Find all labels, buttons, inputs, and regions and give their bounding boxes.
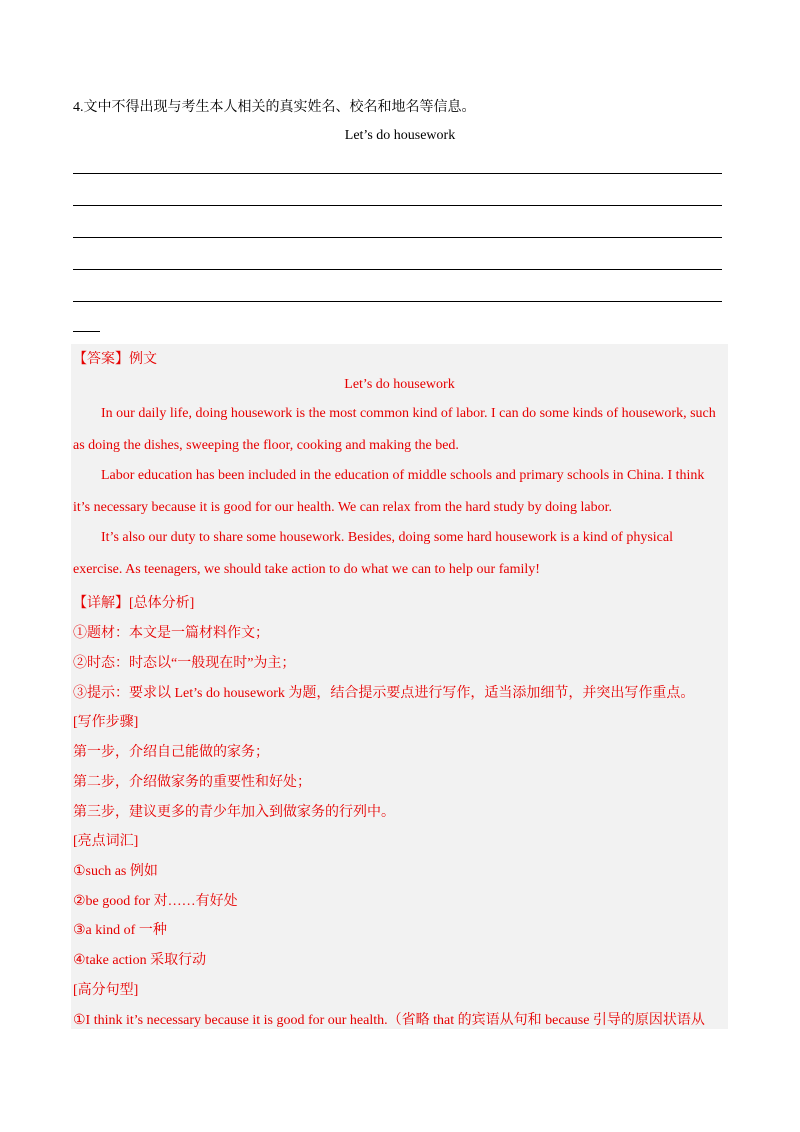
vocab-item: ④take action 采取行动 (73, 953, 207, 968)
writing-line (73, 301, 722, 302)
analysis-item: ①题材：本文是一篇材料作文； (73, 626, 269, 641)
essay-title: Let’s do housework (344, 128, 456, 143)
analysis-item: ③提示：要求以 Let’s do housework 为题，结合提示要点进行写作，适当添加细节，并突出写作重点。 (73, 686, 695, 701)
vocab-header: [亮点词汇] (73, 834, 139, 849)
steps-header: [写作步骤] (73, 715, 139, 730)
vocab-item: ③a kind of 一种 (73, 923, 167, 938)
essay-paragraph-3-line-2: exercise. As teenagers, we should take action to do what we can to help our family! (73, 562, 540, 577)
answer-header: 【答案】例文 (73, 352, 157, 367)
detail-header: 【详解】[总体分析] (73, 596, 195, 611)
analysis-item: ②时态：时态以“一般现在时”为主； (73, 656, 296, 671)
step-item: 第一步，介绍自己能做的家务； (73, 745, 269, 760)
sentence-header: [高分句型] (73, 983, 139, 998)
writing-line (73, 269, 722, 270)
step-item: 第二步，介绍做家务的重要性和好处； (73, 775, 311, 790)
essay-paragraph-1-line-1: In our daily life, doing housework is the most common kind of labor. I can do some kinds of housework, such (101, 406, 716, 421)
writing-line (73, 237, 722, 238)
sample-essay-title: Let’s do housework (344, 377, 455, 392)
essay-paragraph-1-line-2: as doing the dishes, sweeping the floor, cooking and making the bed. (73, 438, 459, 453)
essay-paragraph-3-line-1: It’s also our duty to share some housework. Besides, doing some hard housework is a kind of physical (101, 530, 673, 545)
answer-section (71, 344, 728, 1029)
step-item: 第三步，建议更多的青少年加入到做家务的行列中。 (73, 805, 395, 820)
short-writing-line (73, 331, 100, 332)
vocab-item: ①such as 例如 (73, 864, 158, 879)
writing-line (73, 205, 722, 206)
writing-line (73, 173, 722, 174)
essay-paragraph-2-line-2: it’s necessary because it is good for our health. We can relax from the hard study by doing labor. (73, 500, 613, 515)
sentence-item: ①I think it’s necessary because it is good for our health.（省略 that 的宾语从句和 because 引导的原因状语从 (73, 1013, 705, 1028)
instruction-note: 4.文中不得出现与考生本人相关的真实姓名、校名和地名等信息。 (73, 100, 476, 115)
essay-paragraph-2-line-1: Labor education has been included in the education of middle schools and primary schools in China. I think (101, 468, 705, 483)
vocab-item: ②be good for 对……有好处 (73, 894, 238, 909)
